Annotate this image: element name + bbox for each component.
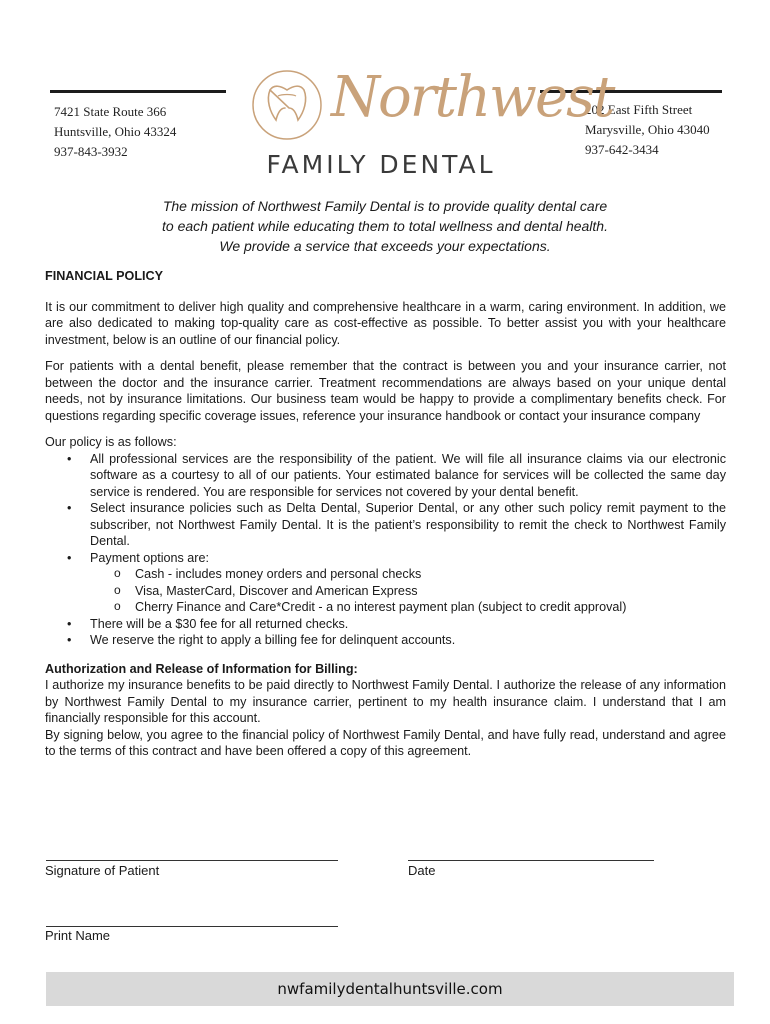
logo-script-text: Northwest [331, 65, 614, 130]
left-address-line: 7421 State Route 366 [54, 104, 167, 119]
policy-heading: FINANCIAL POLICY [45, 269, 164, 283]
policy-list-intro: Our policy is as follows: [45, 435, 177, 449]
mission-line: The mission of Northwest Family Dental is to provide quality dental care [162, 198, 608, 214]
policy-paragraph: For patients with a dental benefit, please remember that the contract is between you and your insurance carrier, not between the doctor and the insurance carrier. Treatment recommendations are always based on your unique dental needs, not by insurance limitations. Our business team would be happy to provide a complimentary benefits check. For questions regarding specific coverage issues, reference your insurance handbook or contact your insurance company [45, 359, 726, 423]
mission-line: to each patient while educating them to total wellness and dental health. [162, 218, 608, 234]
left-address [54, 102, 176, 162]
tooth-emblem-icon [248, 68, 326, 142]
right-address-line: 937-642-3434 [585, 142, 659, 157]
payment-options-label: Payment options are: [90, 550, 210, 565]
left-address-line: 937-843-3932 [54, 144, 128, 159]
policy-paragraph: It is our commitment to deliver high quality and comprehensive healthcare in a warm, caring environment. In addition, we are also dedicated to making top-quality care as cost-effective as possible. To better assist you with your healthcare investment, below is an outline of our financial policy. [45, 299, 726, 347]
payment-option: o Cherry Finance and Care*Credit - a no interest payment plan (subject to credit approval) [90, 599, 726, 616]
patient-signature-label: Signature of Patient [45, 863, 160, 878]
practice-logo [246, 65, 614, 186]
left-address-line: Huntsville, Ohio 43324 [54, 124, 177, 139]
list-item: • We reserve the right to apply a billing fee for delinquent accounts. [45, 632, 726, 649]
authorization-text: I authorize my insurance benefits to be paid directly to Northwest Family Dental. I authorize the release of any information by Northwest Family Dental to my insurance carrier, pertinent to my health insurance claim. I understand that I am financially responsible for this account. [45, 678, 726, 725]
list-item: • All professional services are the responsibility of the patient. We will file all insurance claims via our electronic software as a courtesy to all of our patients. Your estimated balance for services will be collected the same day service is rendered. You are responsible for services not covered by your dental benefit. [45, 451, 726, 501]
policy-body [45, 268, 726, 760]
payment-option: o Visa, MasterCard, Discover and American Express [90, 583, 726, 600]
mission-line: We provide a service that exceeds your expectations. [219, 238, 551, 254]
print-name-label: Print Name [45, 928, 111, 943]
patient-signature-line[interactable] [46, 860, 338, 861]
payment-option: o Cash - includes money orders and personal checks [90, 566, 726, 583]
print-name-line[interactable] [46, 926, 338, 927]
date-line[interactable] [408, 860, 654, 861]
right-address-line: 202 East Fifth Street [585, 102, 693, 117]
footer-website[interactable]: nwfamilydentalhuntsville.com [46, 972, 734, 1006]
list-item [45, 550, 726, 616]
logo-subtitle: FAMILY DENTAL [266, 150, 496, 179]
mission-statement [60, 196, 710, 256]
list-item: • There will be a $30 fee for all returned checks. [45, 616, 726, 633]
authorization-title: Authorization and Release of Information for Billing: [45, 661, 358, 676]
authorization-text: By signing below, you agree to the financial policy of Northwest Family Dental, and have fully read, understand and agree to the terms of this contract and have been offered a copy of this agreement. [45, 727, 726, 758]
right-address-line: Marysville, Ohio 43040 [585, 122, 710, 137]
date-label: Date [408, 863, 436, 878]
list-item: • Select insurance policies such as Delta Dental, Superior Dental, or any other such policy remit payment to the subscriber, not Northwest Family Dental. It is the patient’s responsibility to remit the check to Northwest Family Dental. [45, 500, 726, 550]
header-rule-left [50, 90, 226, 93]
policy-list [45, 451, 726, 649]
payment-options-list [90, 566, 726, 616]
